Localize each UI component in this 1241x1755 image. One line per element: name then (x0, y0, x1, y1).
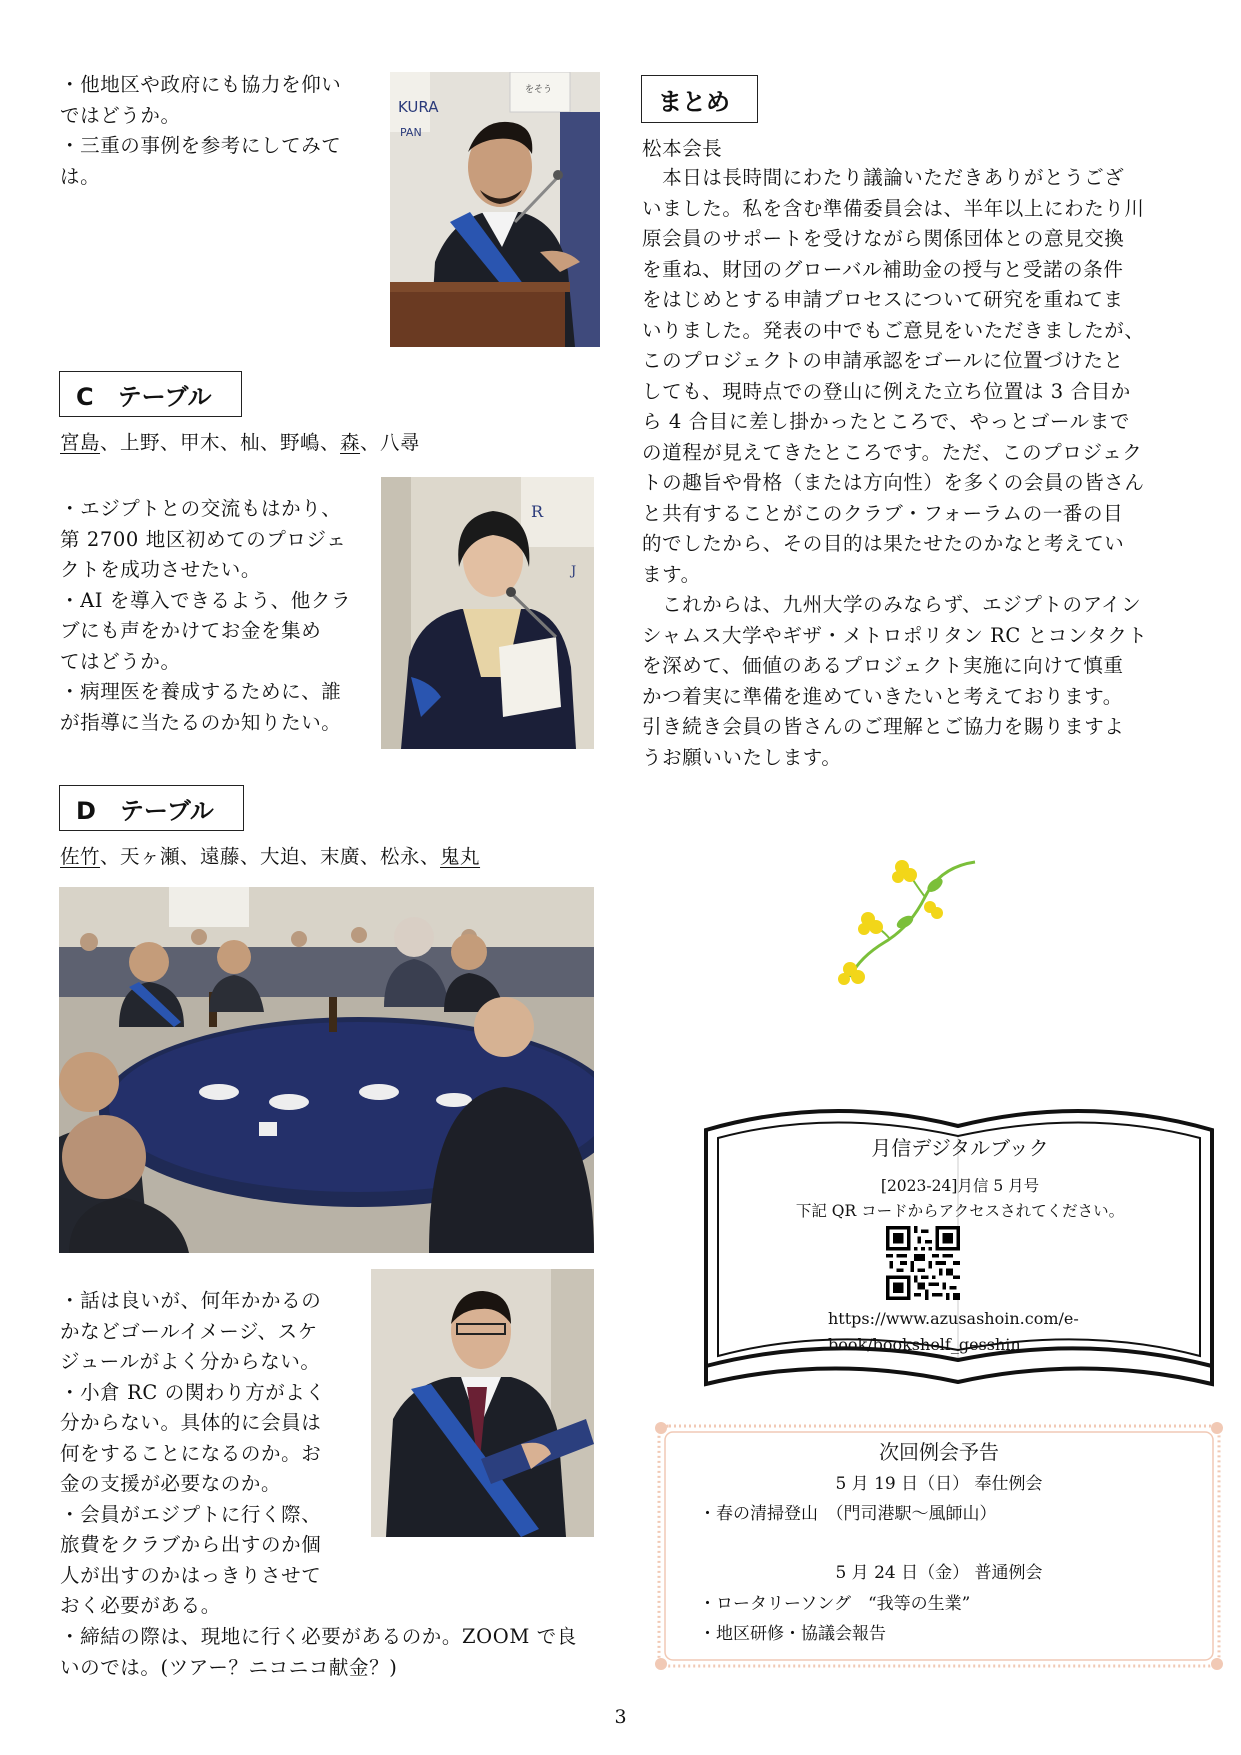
member-name: 、八尋 (360, 431, 421, 454)
d-table-members (60, 842, 620, 872)
meeting-date-2: 5 月 24 日（金） 普通例会 (835, 1563, 1043, 1583)
member-name: 佐竹 (60, 845, 101, 868)
flower-decoration (830, 857, 980, 987)
banner-letter: R (531, 502, 544, 521)
book-url-link[interactable]: https://www.azusashoin.com/e- book/bookshelf_gesshin (828, 1309, 1079, 1354)
digital-book-panel (700, 1098, 1220, 1410)
summary-body: 本日は長時間にわたり議論いただきありがとうござ いました。私を含む準備委員会は、半年以上にわたり川 原会員のサポートを受けながら関係団体との意見交換 を重ね、財団のグローバル補助金の授与と受諾の条件 をはじめとする申請プロセスについて研究を重ねてま いりました。発表の中でもご意見をいただきましたが、 このプロジェクトの申請承認をゴールに位置づけたと しても、現時点での登山に例えた立ち位置は 3 合目か ら 4 合目に差し掛かったところで、やっとゴールまで の道程が見えてきたところです。ただ、このプロジェク トの趣旨や骨格（または方向性）を多くの会員の皆さん と共有することがこのクラブ・フォーラムの一番の目 的でしたから、その目的は果たせたのかなと考えてい ます。 これからは、九州大学のみならず、エジプトのアイン シャムス大学やギザ・メトロポリタン RC とコンタクト を深めて、価値のあるプロジェクト実施に向けて慎重 かつ着実に準備を進めていきたいと考えております。 引き続き会員の皆さんのご理解とご協力を賜りますよ うお願いいたします。 (642, 166, 1148, 769)
member-name: 宮島 (60, 431, 101, 454)
top-left-comments: ・他地区や政府にも協力を仰い ではどうか。 ・三重の事例を参考にしてみて は。 (60, 73, 342, 188)
next-meeting-notice (655, 1422, 1223, 1670)
member-name: 、上野、甲木、杣、野嶋、 (100, 431, 341, 454)
qr-code-icon[interactable] (886, 1226, 960, 1300)
banner-text: KURA (398, 98, 439, 116)
meeting-item-2: ・ロータリーソング “我等の生業” (699, 1594, 971, 1614)
photo-speaker-woman-podium (381, 477, 594, 749)
summary-speaker: 松本会長 (642, 137, 723, 160)
photo-speaker-man-podium (390, 72, 600, 347)
meeting-date-1: 5 月 19 日（日） 奉仕例会 (835, 1474, 1043, 1494)
photo-speaker-man-papers (371, 1269, 594, 1537)
d-table-heading: D テーブル (59, 785, 244, 831)
meeting-item-1: ・春の清掃登山 （門司港駅～風師山） (699, 1504, 997, 1524)
member-name: 鬼丸 (440, 845, 481, 868)
next-meeting-title: 次回例会予告 (879, 1440, 999, 1464)
d-table-comments: ・話は良いが、何年かかるの かなどゴールイメージ、スケ ジュールがよく分からない。 ・小倉 RC の関わり方がよく 分からない。具体的に会員は 何をすることになるのか。お 金の支援が必要なのか。 ・会員がエジプトに行く際、 旅費をクラブから出すのか個 人が出すのかはっきりさせて おく必要がある。 (60, 1289, 326, 1617)
book-title: 月信デジタルブック (871, 1136, 1049, 1160)
book-instruction: 下記 QR コードからアクセスされてください。 (795, 1202, 1125, 1220)
member-name: 、天ヶ瀬、遠藤、大迫、末廣、松永、 (100, 845, 441, 868)
banner-text-2: PAN (400, 126, 422, 139)
card-text: をそう (525, 85, 553, 95)
banner-letter-2: J (571, 564, 577, 579)
c-table-members (60, 428, 580, 458)
photo-d-table-group (59, 887, 594, 1253)
summary-heading: まとめ (641, 75, 758, 123)
member-name: 森 (340, 431, 361, 454)
book-issue: [2023-24]月信 5 月号 (880, 1177, 1040, 1195)
d-table-comments-2: ・締結の際は、現地に行く必要があるのか。ZOOM で良 いのでは。(ツアー？ニコニコ献金？) (60, 1625, 577, 1679)
meeting-item-3: ・地区研修・協議会報告 (699, 1624, 886, 1644)
c-table-comments: ・エジプトとの交流もはかり、 第 2700 地区初めてのプロジェ クトを成功させたい。 ・AI を導入できるよう、他クラ ブにも声をかけてお金を集め てはどうか。 ・病理医を養成するために、誰 が指導に当たるのか知りたい。 (60, 497, 352, 734)
page-number: 3 (614, 1706, 627, 1728)
c-table-heading: C テーブル (59, 371, 242, 417)
